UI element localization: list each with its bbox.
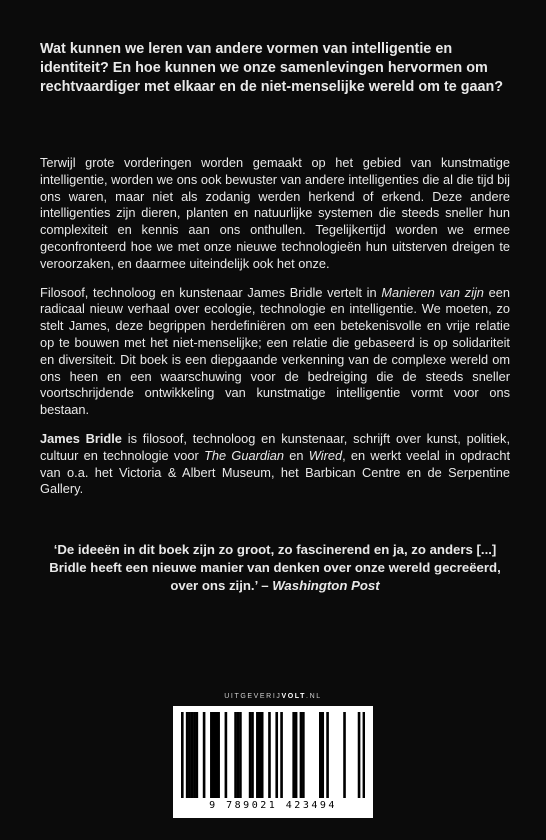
barcode-bar	[188, 712, 191, 798]
barcode-bar	[280, 712, 283, 798]
blurb-paragraph-2	[40, 285, 510, 419]
barcode-bar	[319, 712, 322, 798]
barcode-bar	[363, 712, 365, 798]
publication-guardian: The Guardian	[204, 447, 285, 463]
barcode-bar	[275, 712, 278, 798]
barcode-bar	[295, 712, 298, 798]
barcode-bar	[210, 712, 213, 798]
press-quote	[40, 541, 510, 595]
barcode-bar	[196, 712, 199, 798]
barcode-bar	[300, 712, 303, 798]
barcode-bar	[239, 712, 242, 798]
publication-wired: Wired	[308, 447, 343, 463]
barcode-bar	[251, 712, 254, 798]
bio-pre: is filosoof, technoloog en kunstenaar, schrijft over kunst, politiek, cultuur en technologie voor	[40, 430, 510, 463]
book-title: Manieren van zijn	[381, 284, 484, 300]
barcode-bar	[186, 712, 189, 798]
barcode-bar	[215, 712, 218, 798]
back-cover-headline: Wat kunnen we leren van andere vormen van intelligentie en identiteit? En hoe kunnen we onze samenlevingen hervormen om rechtvaardiger met elkaar en de niet-menselijke wereld om te gaan?	[40, 41, 504, 95]
barcode-bar	[191, 712, 194, 798]
barcode-bar	[256, 712, 259, 798]
barcode-bar	[181, 712, 184, 798]
barcode-bar	[261, 712, 264, 798]
barcode-bar	[258, 712, 261, 798]
barcode-bar	[203, 712, 206, 798]
bio-post: , en werkt veelal in opdracht van o.a. het Victoria & Albert Museum, het Barbican Centre en de Serpentine Gallery.	[40, 447, 510, 497]
para2-pre: Filosoof, technoloog en kunstenaar James Bridle vertelt in	[40, 284, 382, 300]
quote-source: Washington Post	[272, 578, 380, 593]
quote-text: ‘De ideeën in dit boek zijn zo groot, zo fascinerend en ja, zo anders [...] Bridle heeft een nieuwe manier van denken over onze wereld gecreëerd, over ons zijn.’ –	[49, 542, 501, 593]
author-name: James Bridle	[40, 430, 122, 446]
barcode-bar	[225, 712, 228, 798]
blurb-paragraph-1: Terwijl grote vorderingen worden gemaakt op het gebied van kunstmatige intelligentie, worden we ons ook bewuster van andere intelligenties die al die tijd bij ons waren, maar niet als zodanig werden herkend of erkend. Deze andere intelligenties zijn dieren, planten en natuurlijke systemen die steeds sneller hun complexiteit en kennis aan ons onthullen. Tegelijkertijd worden we ermee geconfronteerd hoe we met onze nieuwe technologieën hun uitsterven dreigen te veroorzaken, en daarmee uiteindelijk ook het onze.	[40, 155, 510, 271]
barcode-bar	[212, 712, 215, 798]
barcode-bar	[268, 712, 271, 798]
barcode-bar	[326, 712, 329, 798]
barcode-bar	[343, 712, 346, 798]
barcode-bars	[181, 712, 365, 798]
barcode-bar	[193, 712, 196, 798]
barcode-bar	[234, 712, 237, 798]
publisher-pre: UITGEVERIJ	[224, 693, 282, 700]
barcode-bar	[321, 712, 324, 798]
blurb	[40, 155, 510, 510]
barcode-bar	[292, 712, 295, 798]
para2-post: een radicaal nieuw verhaal over ecologie, technologie en intelligentie. We moeten, zo stelt James, deze begrippen herdefiniëren om een betekenisvolle en vrije relatie op te bouwen met het niet-menselijke; een relatie die gebaseerd is op solidariteit en diversiteit. Dit boek is een diepgaande verkenning van de complexe wereld om ons heen en een waarschuwing voor de bedreiging die de steeds sneller voortschrijdende ontwikkeling van kunstmatige intelligentie vormt voor ons bestaan.	[40, 284, 510, 418]
barcode-bar	[217, 712, 220, 798]
barcode-bar	[237, 712, 240, 798]
barcode-bar	[249, 712, 252, 798]
bio-mid: en	[284, 447, 309, 463]
publisher-post: .NL	[306, 693, 322, 700]
publisher-brand: VOLT	[281, 693, 307, 700]
isbn-number: 9 789021 423494	[209, 800, 337, 811]
barcode-bar	[302, 712, 305, 798]
publisher-url	[173, 693, 373, 700]
barcode	[173, 706, 373, 818]
author-bio	[40, 431, 510, 498]
barcode-bar	[358, 712, 361, 798]
